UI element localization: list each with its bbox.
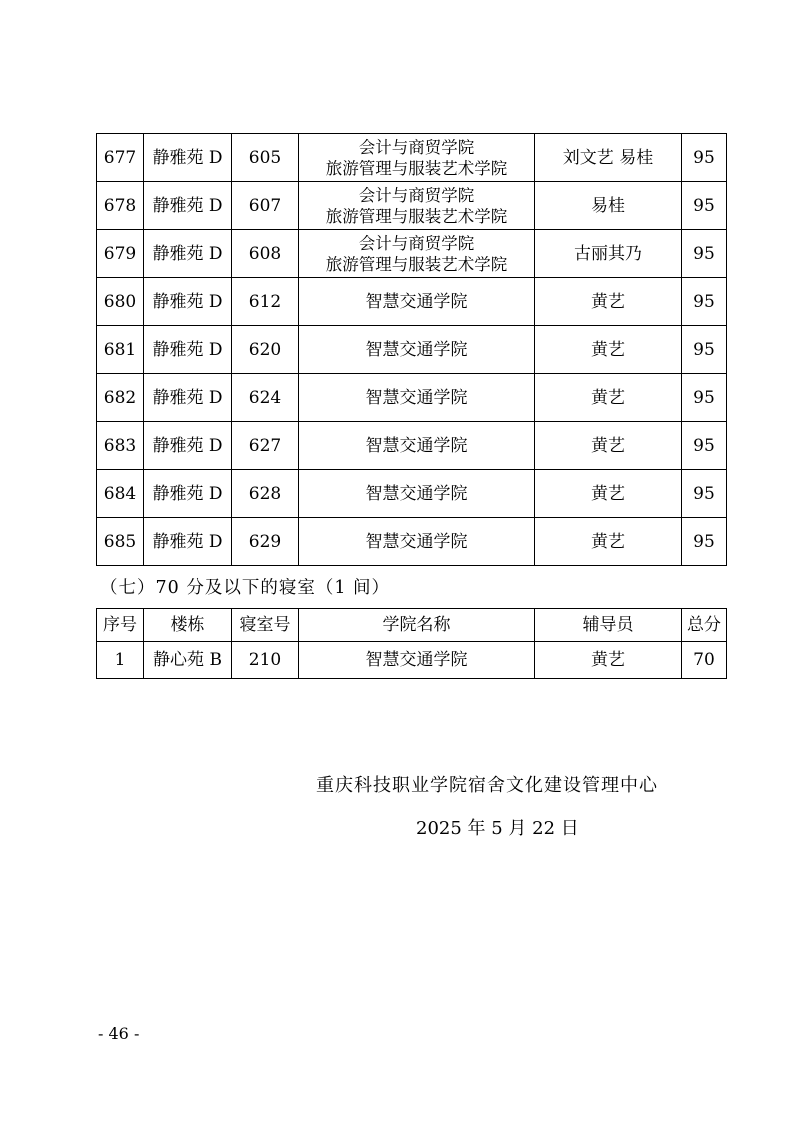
cell-room: 612 — [232, 278, 299, 326]
cell-room: 607 — [232, 182, 299, 230]
cell-room: 627 — [232, 422, 299, 470]
header-college: 学院名称 — [299, 609, 535, 642]
cell-college — [299, 642, 535, 679]
cell-college — [299, 134, 535, 182]
cell-college — [299, 326, 535, 374]
cell-college — [299, 470, 535, 518]
cell-building: 静雅苑 D — [144, 182, 232, 230]
table-row — [97, 374, 727, 422]
cell-building: 静雅苑 D — [144, 422, 232, 470]
cell-no: 681 — [97, 326, 144, 374]
college-line: 旅游管理与服装艺术学院 — [325, 206, 508, 226]
cell-score: 70 — [682, 642, 727, 679]
table-header-row — [97, 609, 727, 642]
cell-no: 685 — [97, 518, 144, 566]
header-score: 总分 — [682, 609, 727, 642]
table-row — [97, 642, 727, 679]
cell-score: 95 — [682, 134, 727, 182]
header-counselor: 辅导员 — [535, 609, 682, 642]
cell-room: 620 — [232, 326, 299, 374]
cell-score: 95 — [682, 374, 727, 422]
cell-counselor: 黄艺 — [535, 278, 682, 326]
college-line: 旅游管理与服装艺术学院 — [325, 254, 508, 274]
cell-room: 608 — [232, 230, 299, 278]
issuer-name: 重庆科技职业学院宿舍文化建设管理中心 — [316, 775, 658, 796]
college-line: 智慧交通学院 — [365, 531, 468, 552]
cell-score: 95 — [682, 422, 727, 470]
issue-date: 2025 年 5 月 22 日 — [416, 818, 579, 839]
cell-counselor: 黄艺 — [535, 374, 682, 422]
cell-no: 679 — [97, 230, 144, 278]
low-score-table — [96, 608, 727, 679]
cell-counselor: 黄艺 — [535, 470, 682, 518]
cell-college — [299, 374, 535, 422]
cell-building: 静雅苑 D — [144, 374, 232, 422]
cell-counselor: 黄艺 — [535, 422, 682, 470]
cell-room: 628 — [232, 470, 299, 518]
cell-no: 684 — [97, 470, 144, 518]
cell-no: 682 — [97, 374, 144, 422]
header-building: 楼栋 — [144, 609, 232, 642]
college-line: 会计与商贸学院 — [358, 185, 475, 205]
college-line: 会计与商贸学院 — [358, 233, 475, 253]
table-row — [97, 182, 727, 230]
cell-building: 静雅苑 D — [144, 326, 232, 374]
cell-score: 95 — [682, 470, 727, 518]
table-row — [97, 134, 727, 182]
table-row — [97, 326, 727, 374]
cell-counselor: 黄艺 — [535, 326, 682, 374]
college-line: 智慧交通学院 — [365, 291, 468, 312]
cell-room: 605 — [232, 134, 299, 182]
college-line: 旅游管理与服装艺术学院 — [325, 158, 508, 178]
cell-college — [299, 182, 535, 230]
page-number: - 46 - — [98, 1024, 140, 1043]
table-row — [97, 422, 727, 470]
cell-no: 678 — [97, 182, 144, 230]
cell-no: 677 — [97, 134, 144, 182]
cell-counselor: 刘文艺 易桂 — [535, 134, 682, 182]
cell-building: 静雅苑 D — [144, 278, 232, 326]
table-row — [97, 230, 727, 278]
header-no: 序号 — [97, 609, 144, 642]
cell-counselor: 易桂 — [535, 182, 682, 230]
cell-no: 680 — [97, 278, 144, 326]
cell-college — [299, 230, 535, 278]
cell-college — [299, 278, 535, 326]
cell-building: 静雅苑 D — [144, 470, 232, 518]
cell-score: 95 — [682, 182, 727, 230]
cell-building: 静雅苑 D — [144, 230, 232, 278]
cell-score: 95 — [682, 278, 727, 326]
header-room: 寝室号 — [232, 609, 299, 642]
college-line: 智慧交通学院 — [365, 650, 468, 670]
cell-counselor: 黄艺 — [535, 518, 682, 566]
section-title: （七）70 分及以下的寝室（1 间） — [100, 578, 391, 598]
dorm-score-table — [96, 133, 727, 566]
table-row — [97, 470, 727, 518]
table-row — [97, 278, 727, 326]
cell-counselor: 古丽其乃 — [535, 230, 682, 278]
cell-score: 95 — [682, 230, 727, 278]
cell-room: 629 — [232, 518, 299, 566]
cell-score: 95 — [682, 518, 727, 566]
college-line: 智慧交通学院 — [365, 387, 468, 408]
college-line: 会计与商贸学院 — [358, 137, 475, 157]
cell-no: 683 — [97, 422, 144, 470]
cell-building: 静雅苑 D — [144, 134, 232, 182]
cell-college — [299, 518, 535, 566]
table-row — [97, 518, 727, 566]
cell-no: 1 — [97, 642, 144, 679]
cell-room: 210 — [232, 642, 299, 679]
cell-counselor: 黄艺 — [535, 642, 682, 679]
college-line: 智慧交通学院 — [365, 339, 468, 360]
college-line: 智慧交通学院 — [365, 435, 468, 456]
cell-college — [299, 422, 535, 470]
cell-building: 静雅苑 D — [144, 518, 232, 566]
cell-room: 624 — [232, 374, 299, 422]
college-line: 智慧交通学院 — [365, 483, 468, 504]
cell-building: 静心苑 B — [144, 642, 232, 679]
cell-score: 95 — [682, 326, 727, 374]
